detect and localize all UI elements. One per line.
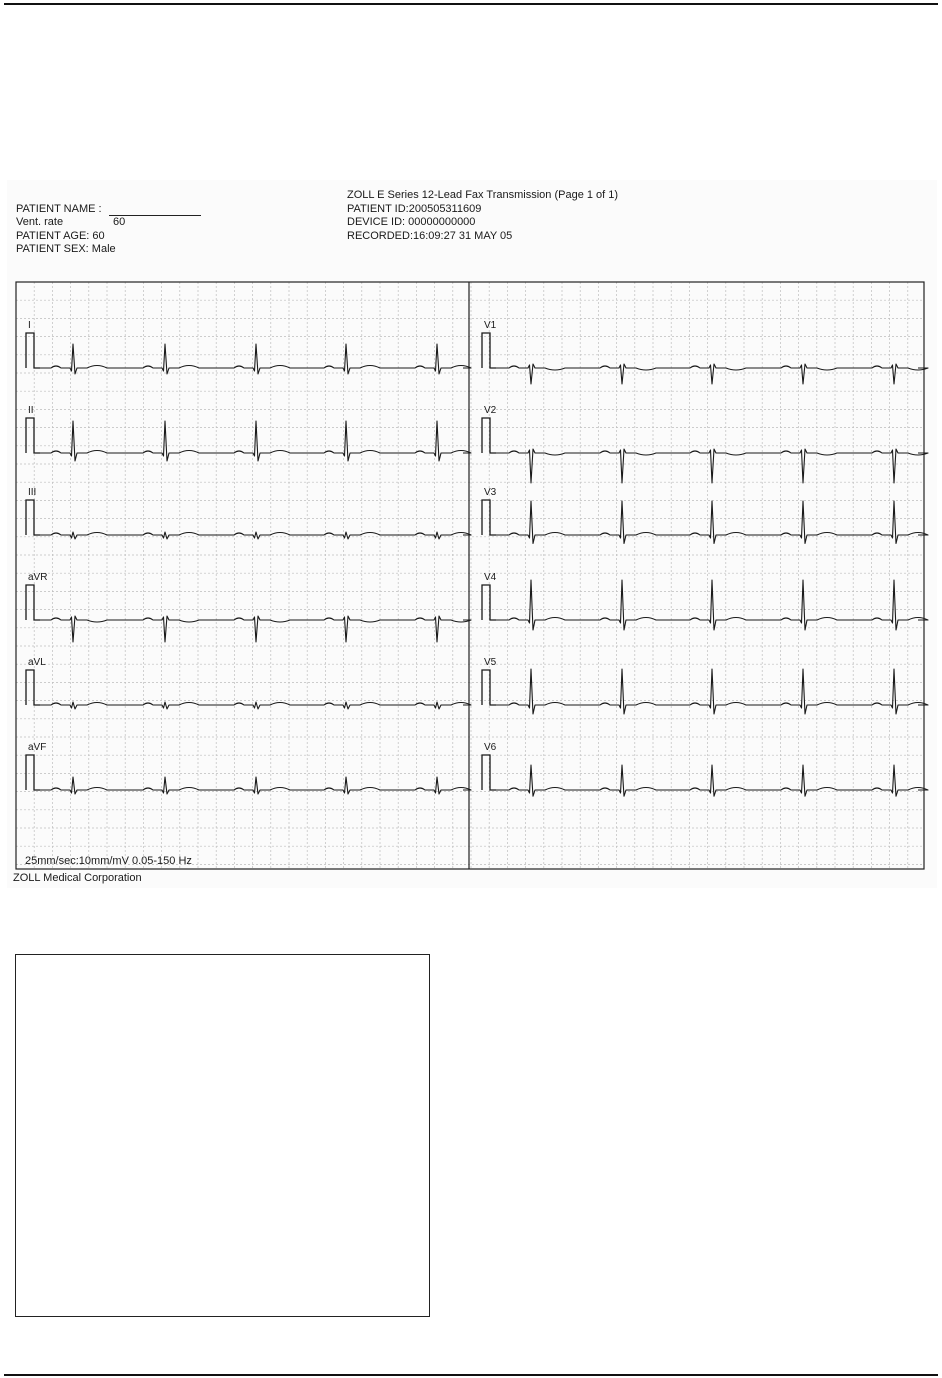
report-title: ZOLL E Series 12-Lead Fax Transmission (Page 1 of 1) [347, 189, 619, 201]
calibration-pulse [482, 500, 496, 535]
lead-trace-I [40, 344, 471, 374]
lead-label-V3: V3 [484, 487, 497, 498]
patient-name-label: PATIENT NAME : [16, 203, 102, 215]
calibration-pulse [26, 585, 40, 620]
lead-trace-II [40, 421, 471, 461]
lead-label-II: II [28, 405, 34, 416]
lead-label-aVL: aVL [28, 657, 46, 668]
lead-label-V1: V1 [484, 320, 497, 331]
recorded-timestamp: RECORDED:16:09:27 31 MAY 05 [347, 230, 513, 242]
lead-label-V4: V4 [484, 572, 497, 583]
lead-trace-III [40, 532, 471, 539]
lead-label-aVF: aVF [28, 742, 47, 753]
lead-trace-V4 [496, 580, 928, 630]
recording-settings: 25mm/sec:10mm/mV 0.05-150 Hz [25, 855, 192, 867]
notes-box [15, 954, 430, 1317]
lead-trace-V5 [496, 669, 928, 714]
lead-trace-V1 [496, 364, 928, 384]
lead-trace-V2 [496, 449, 928, 483]
calibration-pulse [482, 755, 496, 790]
calibration-pulse [26, 418, 40, 453]
lead-trace-aVL [40, 702, 471, 709]
patient-id: PATIENT ID:200505311609 [347, 203, 482, 215]
manufacturer-label: ZOLL Medical Corporation [13, 872, 142, 884]
calibration-pulse [26, 500, 40, 535]
patient-age: PATIENT AGE: 60 [16, 230, 105, 242]
lead-label-V5: V5 [484, 657, 497, 668]
lead-label-III: III [28, 487, 37, 498]
lead-label-I: I [28, 320, 31, 331]
lead-label-aVR: aVR [28, 572, 48, 583]
lead-trace-aVR [40, 616, 471, 642]
ecg-grid-border [16, 282, 924, 869]
calibration-pulse [26, 755, 40, 790]
ecg-grid [16, 282, 924, 869]
calibration-pulse [26, 670, 40, 705]
lead-label-V2: V2 [484, 405, 497, 416]
vent-rate-label: Vent. rate [16, 216, 64, 228]
vent-rate-value: 60 [113, 216, 126, 228]
patient-sex: PATIENT SEX: Male [16, 243, 116, 255]
calibration-pulse [26, 333, 40, 368]
bottom-rule [4, 1374, 938, 1376]
device-id: DEVICE ID: 00000000000 [347, 216, 476, 228]
lead-label-V6: V6 [484, 742, 497, 753]
